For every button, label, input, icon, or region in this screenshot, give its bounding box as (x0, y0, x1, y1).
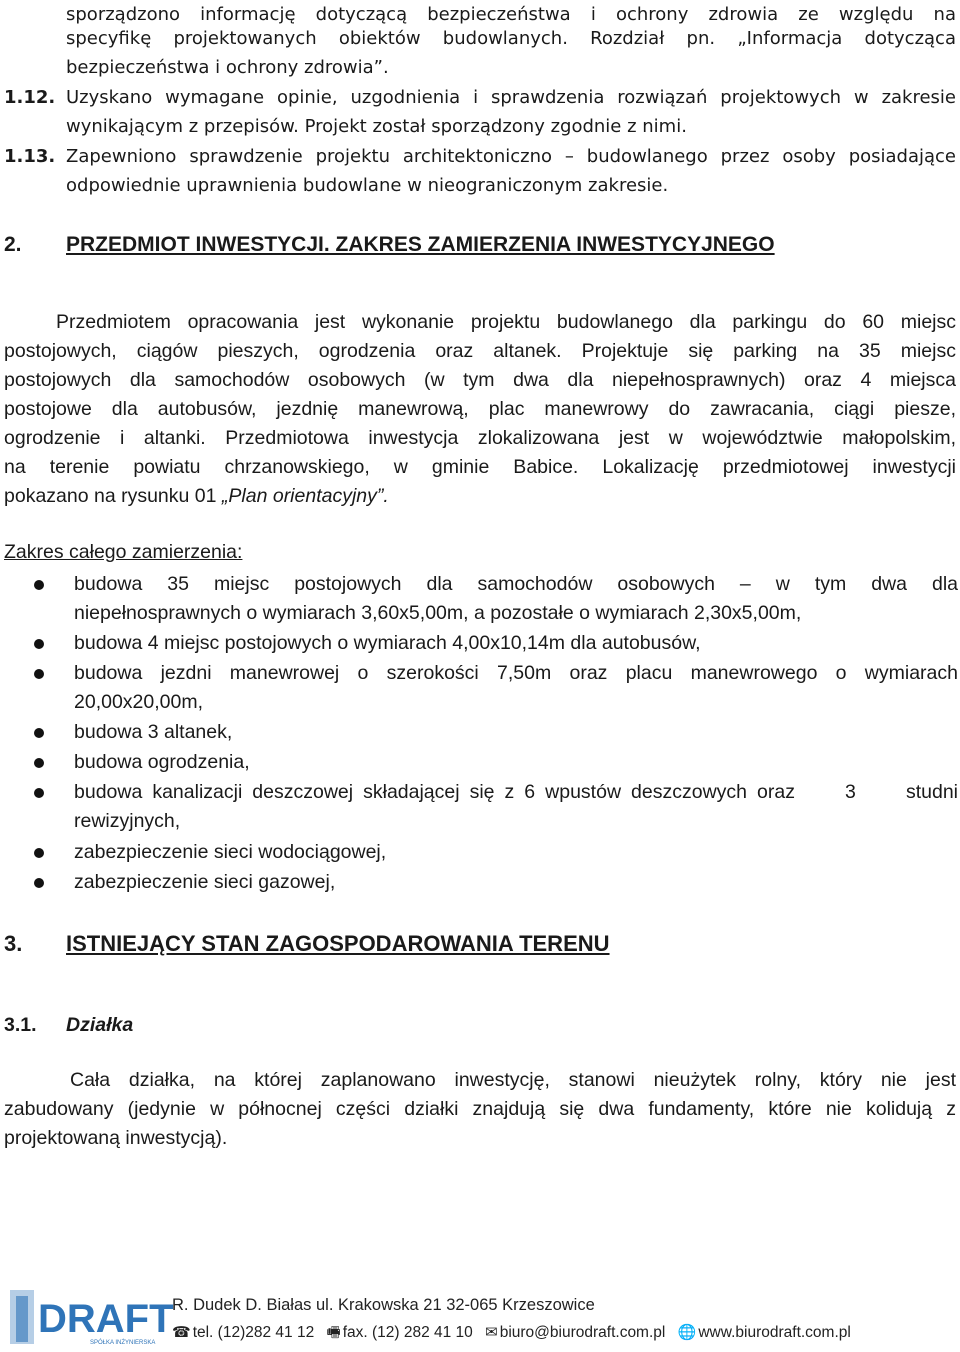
logo-text: DRAFT (38, 1297, 174, 1341)
globe-icon: 🌐 (677, 1324, 697, 1341)
list-item (0, 629, 960, 659)
bullet-icon (34, 878, 44, 888)
list-item-line-1: budowa 3 altanek, (74, 721, 233, 743)
list-item-line-1: budowa kanalizacji deszczowej składającej się z 6 wpustów deszczowych oraz 3 studni (74, 781, 958, 803)
item-1-13-line-2: odpowiednie uprawnienia budowlane w nieograniczonym zakresie. (66, 175, 669, 196)
list-item-line-1: budowa jezdni manewrowej o szerokości 7,50m oraz placu manewrowego o wymiarach (74, 662, 958, 684)
section-2-number: 2. (4, 233, 22, 256)
section-3-1-number: 3.1. (4, 1014, 37, 1036)
section-3-title: ISTNIEJĄCY STAN ZAGOSPODAROWANIA TERENU (66, 931, 610, 956)
scope-heading: Zakres całego zamierzenia: (4, 541, 243, 563)
intro-line-3: bezpieczeństwa i ochrony zdrowia”. (66, 57, 389, 78)
bullet-icon (34, 639, 44, 649)
intro-line-2: specyfikę projektowanych obiektów budowlanych. Rozdział pn. „Informacja dotycząca (66, 28, 956, 49)
list-item (0, 838, 960, 868)
plan-orientacyjny-ref: „Plan orientacyjny”. (221, 485, 389, 507)
list-item-line-1: zabezpieczenie sieci wodociągowej, (74, 841, 387, 863)
para-2-line-4: postojowe dla autobusów, jezdnię manewrową, plac manewrowy do zawracania, ciągi piesze, (4, 398, 956, 420)
item-1-13-number: 1.13. (4, 146, 56, 167)
bullet-icon (34, 580, 44, 590)
draft-logo-graphic (10, 1288, 174, 1346)
bullet-icon (34, 728, 44, 738)
bullet-icon (34, 669, 44, 679)
draft-logo (10, 1288, 174, 1346)
bullet-icon (34, 758, 44, 768)
item-1-12-number: 1.12. (4, 87, 56, 108)
intro-line-1: sporządzono informację dotyczącą bezpieczeństwa i ochrony zdrowia ze względu na (66, 4, 956, 25)
section-3-1-title: Działka (66, 1014, 134, 1036)
footer-contacts (172, 1322, 859, 1347)
logo-subtitle: SPÓŁKA INŻYNIERSKA (90, 1340, 156, 1346)
para-2-line-5: ogrodzenie i altanki. Przedmiotowa inwestycja zlokalizowana jest w województwie małopolskim, (4, 427, 956, 449)
para-2-line-3: postojowych dla samochodów osobowych (w tym dwa dla niepełnosprawnych) oraz 4 miejsca (4, 369, 956, 391)
para-2-line-7-text: pokazano na rysunku 01 (4, 485, 222, 507)
list-item (0, 718, 960, 748)
section-2-title: PRZEDMIOT INWESTYCJI. ZAKRES ZAMIERZENIA INWESTYCYJNEGO (66, 233, 775, 256)
para-3-1-line-1: Cała działka, na której zaplanowano inwestycję, stanowi nieużytek rolny, który nie jest (70, 1069, 956, 1091)
para-3-1-line-3: projektowaną inwestycją). (4, 1127, 228, 1149)
para-2-line-1: Przedmiotem opracowania jest wykonanie projektu budowlanego dla parkingu do 60 miejsc (56, 311, 956, 333)
item-1-12-line-1: Uzyskano wymagane opinie, uzgodnienia i sprawdzenia rozwiązań projektowych w zakresie (66, 87, 956, 108)
list-item (0, 570, 960, 630)
list-item (0, 778, 960, 838)
para-2-line-2: postojowych, ciągów pieszych, ogrodzenia oraz altanek. Projektuje się parking na 35 miejsc (4, 340, 956, 362)
page-footer (0, 1280, 960, 1352)
list-item-line-2: 20,00x20,00m, (74, 691, 204, 713)
section-3-number: 3. (4, 931, 23, 956)
footer-address: R. Dudek D. Białas ul. Krakowska 21 32-065 Krzeszowice (172, 1296, 595, 1314)
footer-phone: tel. (12)282 41 12 (192, 1324, 315, 1341)
list-item-line-1: budowa 35 miejsc postojowych dla samochodów osobowych – w tym dwa dla (74, 573, 958, 595)
list-item (0, 868, 960, 898)
list-item-line-2: niepełnosprawnych o wymiarach 3,60x5,00m, a pozostałe o wymiarach 2,30x5,00m, (74, 602, 802, 624)
footer-email[interactable]: biuro@biurodraft.com.pl (499, 1324, 666, 1341)
para-2-line-7 (4, 482, 389, 512)
list-item-line-1: budowa ogrodzenia, (74, 751, 250, 773)
list-item (0, 748, 960, 778)
list-item-line-2: rewizyjnych, (74, 810, 181, 832)
list-item (0, 659, 960, 719)
footer-website[interactable]: www.biurodraft.com.pl (698, 1324, 851, 1341)
para-2-line-6: na terenie powiatu chrzanowskiego, w gminie Babice. Lokalizację przedmiotowej inwestycji (4, 456, 956, 478)
email-icon: ✉ (485, 1324, 498, 1341)
phone-icon: ☎ (172, 1324, 191, 1341)
list-item-line-1: budowa 4 miejsc postojowych o wymiarach 4,00x10,14m dla autobusów, (74, 632, 701, 654)
footer-fax: fax. (12) 282 41 10 (342, 1324, 473, 1341)
list-item-line-1: zabezpieczenie sieci gazowej, (74, 871, 336, 893)
bullet-icon (34, 788, 44, 798)
bullet-icon (34, 848, 44, 858)
para-3-1-line-2: zabudowany (jedynie w północnej części działki znajdują się dwa fundamenty, które nie kolidują z (4, 1098, 956, 1120)
fax-icon: 🖷 (326, 1324, 341, 1341)
item-1-13-line-1: Zapewniono sprawdzenie projektu architektoniczno – budowlanego przez osoby posiadające (66, 146, 956, 167)
item-1-12-line-2: wynikającym z przepisów. Projekt został sporządzony zgodnie z nimi. (66, 116, 687, 137)
